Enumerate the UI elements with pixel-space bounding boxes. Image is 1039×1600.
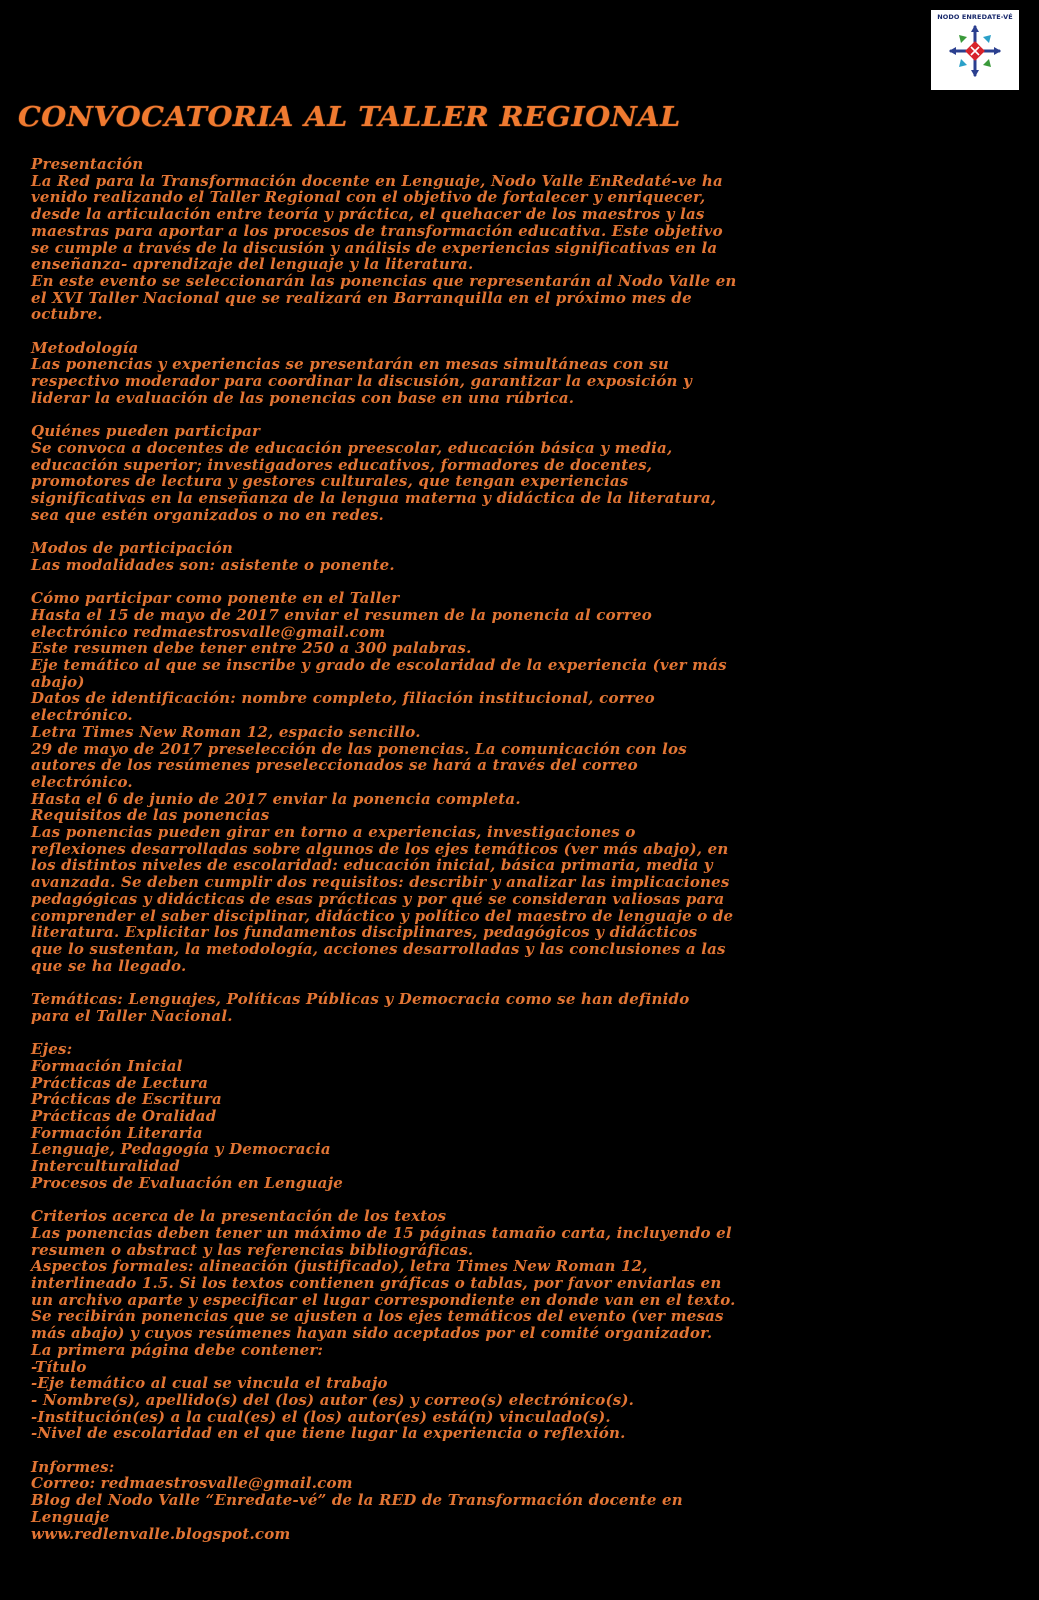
text-line: electrónico redmaestrosvalle@gmail.com — [31, 622, 386, 641]
section-quienes — [31, 423, 1024, 523]
text-line: reflexiones desarrolladas sobre algunos de los ejes temáticos (ver más abajo), en — [31, 839, 729, 858]
text-line: - Nombre(s), apellido(s) del (los) autor (es) y correo(s) electrónico(s). — [31, 1390, 635, 1409]
section-presentacion — [31, 156, 1024, 323]
logo-emblem-icon — [947, 23, 1003, 79]
text-line: -Eje temático al cual se vincula el trabajo — [31, 1374, 388, 1393]
text-line: para el Taller Nacional. — [31, 1006, 233, 1025]
text-line: Hasta el 6 de junio de 2017 enviar la ponencia completa. — [31, 789, 521, 808]
text-line: Las modalidades son: asistente o ponente. — [31, 555, 395, 574]
text-line: literatura. Explicitar los fundamentos disciplinares, pedagógicos y didácticos — [31, 923, 698, 942]
text-line: Blog del Nodo Valle “Enredate-vé” de la RED de Transformación docente en — [31, 1491, 683, 1510]
text-line: promotores de lectura y gestores culturales, que tengan experiencias — [31, 472, 629, 491]
text-line: En este evento se seleccionarán las ponencias que representarán al Nodo Valle en — [31, 271, 737, 290]
eje-item: Formación Literaria — [31, 1123, 203, 1142]
section-modos — [31, 540, 1024, 573]
text-line: los distintos niveles de escolaridad: educación inicial, básica primaria, media y — [31, 856, 713, 875]
text-line: Eje temático al que se inscribe y grado de escolaridad de la experiencia (ver más — [31, 656, 727, 675]
text-line: La Red para la Transformación docente en Lenguaje, Nodo Valle EnRedaté-ve ha — [31, 171, 723, 190]
eje-item: Prácticas de Oralidad — [31, 1106, 217, 1125]
eje-item: Procesos de Evaluación en Lenguaje — [31, 1173, 343, 1192]
text-line: Hasta el 15 de mayo de 2017 enviar el resumen de la ponencia al correo — [31, 605, 652, 624]
page-title: CONVOCATORIA AL TALLER REGIONAL — [18, 102, 681, 133]
text-line: educación superior; investigadores educativos, formadores de docentes, — [31, 455, 653, 474]
section-criterios — [31, 1208, 1024, 1442]
section-ejes — [31, 1041, 1024, 1191]
text-line: Se recibirán ponencias que se ajusten a los ejes temáticos del evento (ver mesas — [31, 1307, 724, 1326]
text-line: venido realizando el Taller Regional con el objetivo de fortalecer y enriquecer, — [31, 188, 706, 207]
eje-item: Interculturalidad — [31, 1157, 180, 1176]
text-line: un archivo aparte y especificar el lugar correspondiente en donde van en el texto. — [31, 1290, 736, 1309]
text-line: abajo) — [31, 672, 85, 691]
section-heading: Requisitos de las ponencias — [31, 806, 270, 825]
text-line: Datos de identificación: nombre completo, filiación institucional, correo — [31, 689, 655, 708]
text-line: más abajo) y cuyos resúmenes hayan sido aceptados por el comité organizador. — [31, 1324, 713, 1343]
text-line: desde la articulación entre teoría y práctica, el quehacer de los maestros y las — [31, 205, 705, 224]
spacer — [31, 1442, 1024, 1459]
text-line: -Nivel de escolaridad en el que tiene lugar la experiencia o reflexión. — [31, 1424, 626, 1443]
text-line: La primera página debe contener: — [31, 1340, 324, 1359]
text-line: enseñanza- aprendizaje del lenguaje y la literatura. — [31, 255, 474, 274]
text-line: Las ponencias deben tener un máximo de 15 páginas tamaño carta, incluyendo el — [31, 1223, 732, 1242]
text-line: electrónico. — [31, 706, 133, 725]
section-heading: Criterios acerca de la presentación de los textos — [31, 1207, 447, 1226]
text-line: Este resumen debe tener entre 250 a 300 palabras. — [31, 639, 472, 658]
text-line: -Título — [31, 1357, 87, 1376]
contact-email: Correo: redmaestrosvalle@gmail.com — [31, 1474, 353, 1493]
text-line: -Institución(es) a la cual(es) el (los) autor(es) está(n) vinculado(s). — [31, 1407, 611, 1426]
text-line: resumen o abstract y las referencias bibliográficas. — [31, 1240, 474, 1259]
spacer — [31, 407, 1024, 424]
section-como-participar — [31, 590, 1024, 807]
text-line: comprender el saber disciplinar, didáctico y político del maestro de lenguaje o de — [31, 906, 734, 925]
section-heading: Informes: — [31, 1457, 115, 1476]
text-line: Letra Times New Roman 12, espacio sencillo. — [31, 722, 421, 741]
section-heading: Cómo participar como ponente en el Taller — [31, 589, 400, 608]
section-tematicas — [31, 991, 1024, 1024]
text-line: octubre. — [31, 305, 103, 324]
eje-item: Prácticas de Lectura — [31, 1073, 209, 1092]
text-line: avanzada. Se deben cumplir dos requisitos: describir y analizar las implicaciones — [31, 873, 730, 892]
text-line: que se ha llegado. — [31, 956, 187, 975]
eje-item: Lenguaje, Pedagogía y Democracia — [31, 1140, 331, 1159]
text-line: 29 de mayo de 2017 preselección de las ponencias. La comunicación con los — [31, 739, 687, 758]
text-line: Las ponencias pueden girar en torno a experiencias, investigaciones o — [31, 823, 636, 842]
logo-text: NODO ENREDATE-VÉ — [937, 13, 1013, 21]
text-line: electrónico. — [31, 772, 133, 791]
section-heading: Metodología — [31, 338, 139, 357]
text-line: Aspectos formales: alineación (justificado), letra Times New Roman 12, — [31, 1257, 648, 1276]
blog-url: www.redlenvalle.blogspot.com — [31, 1524, 291, 1543]
spacer — [31, 974, 1024, 991]
text-line: pedagógicas y didácticas de esas prácticas y por qué se consideran valiosas para — [31, 889, 725, 908]
text-line: maestras para aportar a los procesos de transformación educativa. Este objetivo — [31, 221, 723, 240]
text-line: respectivo moderador para coordinar la discusión, garantizar la exposición y — [31, 372, 692, 391]
text-line: autores de los resúmenes preseleccionados se hará a través del correo — [31, 756, 638, 775]
section-requisitos — [31, 807, 1024, 974]
spacer — [31, 574, 1024, 591]
eje-item: Formación Inicial — [31, 1056, 183, 1075]
section-heading: Modos de participación — [31, 539, 233, 558]
text-line: el XVI Taller Nacional que se realizará en Barranquilla en el próximo mes de — [31, 288, 692, 307]
spacer — [31, 1024, 1024, 1041]
section-heading: Quiénes pueden participar — [31, 422, 261, 441]
spacer — [31, 323, 1024, 340]
text-line: Las ponencias y experiencias se presentarán en mesas simultáneas con su — [31, 355, 669, 374]
section-heading: Presentación — [31, 155, 144, 173]
text-line: se cumple a través de la discusión y análisis de experiencias significativas en la — [31, 238, 718, 257]
text-line: significativas en la enseñanza de la lengua materna y didáctica de la literatura, — [31, 489, 717, 508]
text-line: que lo sustentan, la metodología, acciones desarrolladas y las conclusiones a las — [31, 939, 726, 958]
section-metodologia — [31, 340, 1024, 407]
text-line: Temáticas: Lenguajes, Políticas Públicas y Democracia como se han definido — [31, 990, 690, 1009]
logo — [931, 10, 1019, 90]
text-line: sea que estén organizados o no en redes. — [31, 505, 384, 524]
text-line: Lenguaje — [31, 1507, 110, 1526]
convocatoria-body — [31, 156, 1024, 1542]
spacer — [31, 523, 1024, 540]
text-line: liderar la evaluación de las ponencias con base en una rúbrica. — [31, 388, 575, 407]
text-line: Se convoca a docentes de educación preescolar, educación básica y media, — [31, 438, 673, 457]
eje-item: Prácticas de Escritura — [31, 1090, 222, 1109]
spacer — [31, 1192, 1024, 1209]
section-informes — [31, 1459, 1024, 1543]
text-line: interlineado 1.5. Si los textos contienen gráficas o tablas, por favor enviarlas en — [31, 1274, 722, 1292]
section-heading: Ejes: — [31, 1040, 73, 1059]
